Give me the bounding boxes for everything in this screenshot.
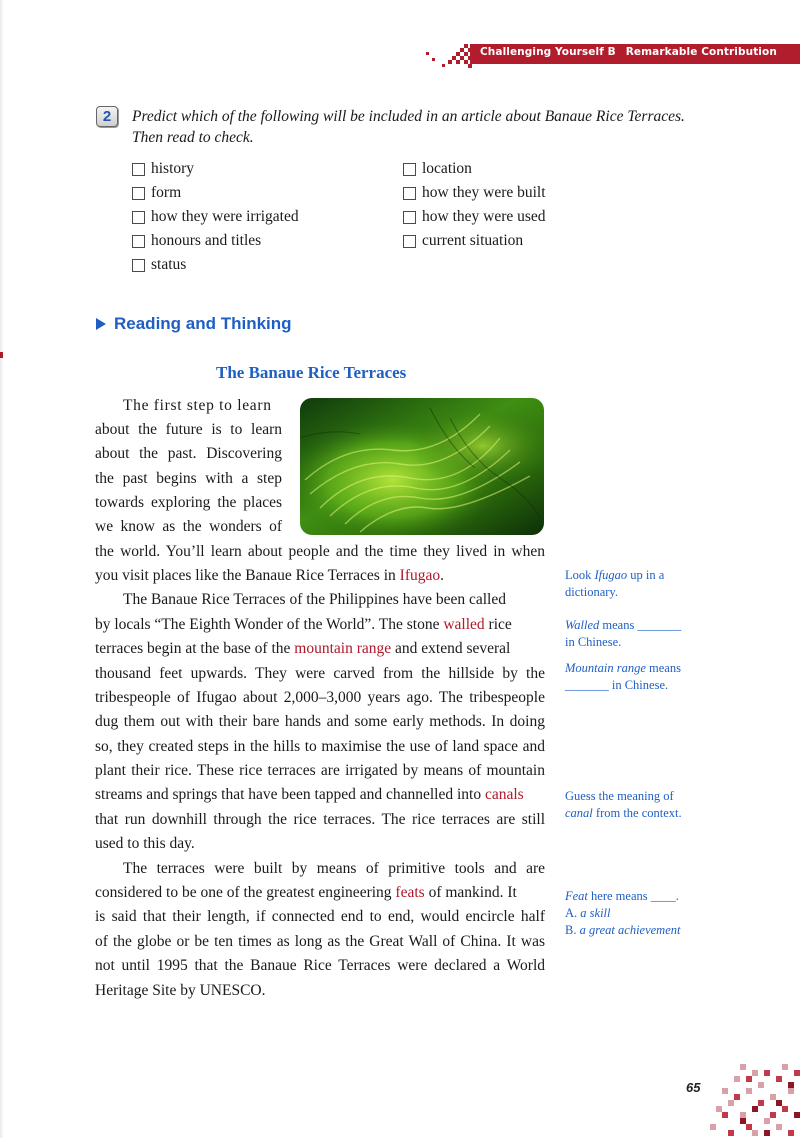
article-text: terraces begin at the base of the [95,640,295,657]
note-keyword: canal [565,806,593,820]
option-label: how they were built [422,184,546,201]
note-line [565,617,681,634]
article-line [95,566,444,586]
header-unit-title: Remarkable Contribution [625,46,777,58]
keyword-canals: canals [484,786,524,803]
article-line [95,883,517,903]
note-line: _______ in Chinese. [565,678,669,692]
exercise-instruction [132,106,722,148]
article-line: that run downhill through the rice terraces. The rice terraces are still [95,811,545,828]
option-location[interactable] [403,159,472,179]
article-line: Heritage Site by UNESCO. [95,982,266,999]
article-title: The Banaue Rice Terraces [216,363,407,382]
checkbox-icon[interactable] [403,211,416,224]
option-label: history [151,160,195,177]
option-label: honours and titles [151,232,262,249]
article-line: about the past. Discovering [95,445,282,462]
article-line: tribespeople of Ifugao about 2,000–3,000 years ago. The tribespeople [95,689,545,706]
note-text: from the context. [592,806,682,820]
note-text: Look [565,568,595,582]
article-line: towards exploring the places [95,494,282,511]
option-label: current situation [422,232,524,249]
note-line [565,922,680,939]
article-line [95,639,510,659]
keyword-feats: feats [395,884,425,901]
option-label: location [422,160,472,177]
keyword-walled: walled [443,616,485,633]
section-heading-text: Reading and Thinking [114,314,292,333]
note-ifugao [565,567,664,601]
checkbox-icon[interactable] [132,187,145,200]
article-line [95,615,512,635]
checkbox-icon[interactable] [132,163,145,176]
article-line: The first step to learn [123,397,272,414]
article-line: The terraces were built by means of primitive tools and are [123,860,545,877]
note-walled [565,617,681,651]
exercise-instruction-line: Then read to check. [132,129,254,146]
checkbox-icon[interactable] [132,211,145,224]
article-line: thousand feet upwards. They were carved from the hillside by the [95,665,545,682]
header-unit-label: Challenging Yourself B [480,46,616,58]
note-line [565,905,680,922]
exercise-instruction-line: Predict which of the following will be included in an article about Banaue Rice Terraces. [132,108,685,125]
note-feat [565,888,680,939]
option-how-used[interactable] [403,207,546,227]
note-line: Guess the meaning of [565,789,674,803]
option-label: form [151,184,182,201]
article-line: not until 1995 that the Banaue Rice Terraces were declared a World [95,957,545,974]
header-title [480,46,777,58]
note-option: a great achievement [579,923,681,937]
rice-terraces-photo [300,398,544,535]
checkbox-icon[interactable] [132,259,145,272]
checkbox-icon[interactable] [403,235,416,248]
article-line: the past begins with a step [95,470,282,487]
header-pixel-decoration [424,40,474,70]
option-status[interactable] [132,255,186,275]
option-current-situation[interactable] [403,231,523,251]
note-option: a skill [580,906,611,920]
page-binding-edge [0,0,4,1138]
article-line: dug them out with their bare hands and some early methods. In doing [95,713,545,730]
article-text: considered to be one of the greatest engineering [95,884,396,901]
triangle-bullet-icon [96,318,106,330]
checkbox-icon[interactable] [403,187,416,200]
article-line: plant their rice. These rice terraces are irrigated by means of mountain [95,762,545,779]
exercise-number-badge: 2 [96,106,118,127]
article-line: so, they created steps in the hills to maximise the use of land space and [95,738,545,755]
edge-mark [0,352,3,358]
option-label: status [151,256,187,273]
article-line: of the globe or be ten times as long as the Great Wall of China. It was [95,933,545,950]
keyword-ifugao: Ifugao [399,567,441,584]
option-how-built[interactable] [403,183,546,203]
article-line: about the future is to learn [95,421,282,438]
note-text: B. [565,923,580,937]
article-text: of mankind. It [424,884,517,901]
note-keyword: Mountain range [565,661,646,675]
option-label: how they were irrigated [151,208,299,225]
note-text: means _______ [599,618,682,632]
section-heading [96,314,292,334]
note-text: means [645,661,681,675]
note-canal [565,788,682,822]
note-line [565,567,664,584]
article-text: rice [484,616,512,633]
checkbox-icon[interactable] [403,163,416,176]
article-text: streams and springs that have been tapped and channelled into [95,786,485,803]
note-keyword: Feat [565,889,588,903]
note-text: up in a [627,568,665,582]
note-text: here means ____. [587,889,679,903]
page-number: 65 [686,1080,701,1095]
option-honours-titles[interactable] [132,231,261,251]
article-line [95,785,524,805]
article-text: you visit places like the Banaue Rice Terraces in [95,567,400,584]
article-line: the world. You’ll learn about people and the time they lived in when [95,543,545,560]
article-text: and extend several [391,640,511,657]
option-form[interactable] [132,183,181,203]
article-line: used to this day. [95,835,195,852]
article-text: by locals “The Eighth Wonder of the World”. The stone [95,616,444,633]
note-line [565,660,681,677]
note-text: A. [565,906,581,920]
note-line [565,888,680,905]
article-line: The Banaue Rice Terraces of the Philippines have been called [123,591,506,608]
note-mountain-range [565,660,681,694]
keyword-mountain-range: mountain range [294,640,392,657]
option-label: how they were used [422,208,546,225]
option-history[interactable] [132,159,194,179]
note-line [565,805,682,822]
footer-pixel-decoration [700,1060,800,1138]
checkbox-icon[interactable] [132,235,145,248]
article-line: we know as the wonders of [95,518,282,535]
note-keyword: Ifugao [594,568,628,582]
note-line: in Chinese. [565,635,622,649]
note-line: dictionary. [565,585,618,599]
option-how-irrigated[interactable] [132,207,299,227]
article-line: is said that their length, if connected end to end, would encircle half [95,908,545,925]
article-text: . [440,567,444,584]
note-keyword: Walled [565,618,600,632]
